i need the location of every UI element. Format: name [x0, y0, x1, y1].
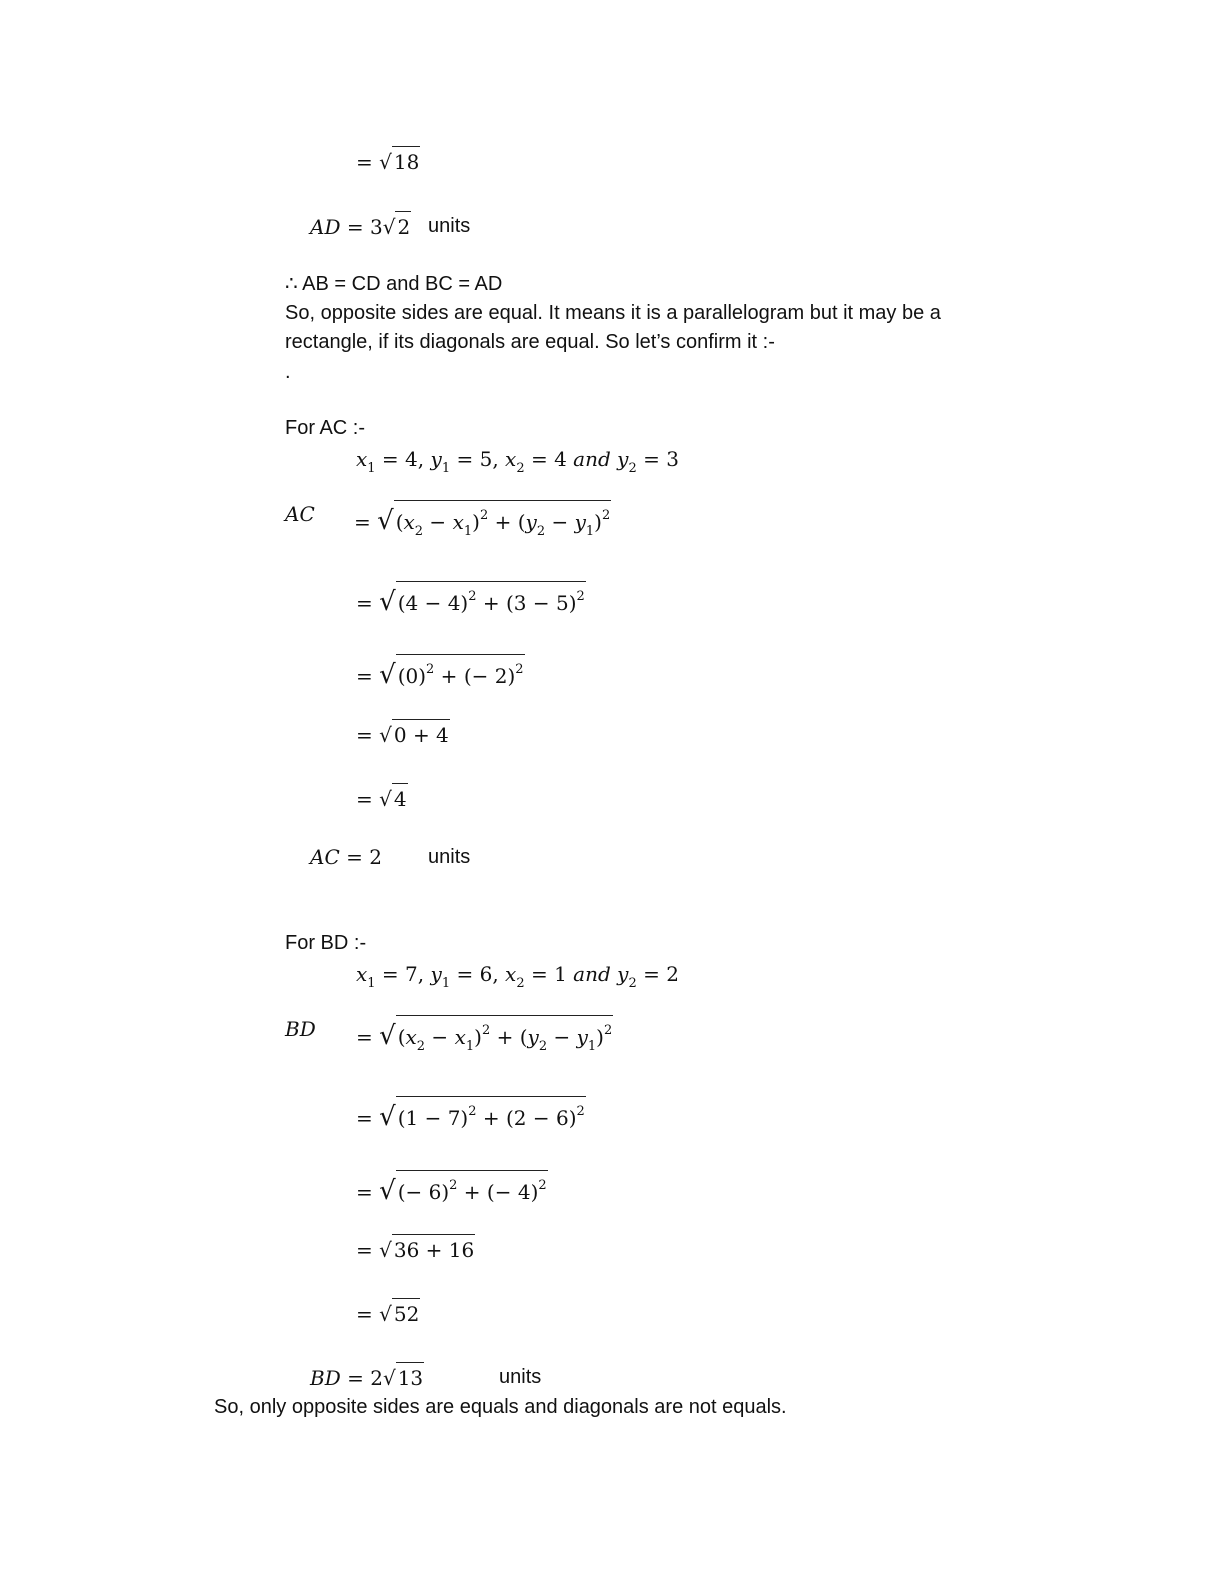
ac-step-3: = √ $(0)^2$ + (− 2)$^2$	[356, 654, 525, 691]
ac-step-5: = √ 4	[356, 783, 408, 814]
bd-formula: = √ $(x_2 - x_1)^2 + (y_2 - y_1)^2$	[356, 1015, 613, 1062]
therefore-line: ∴ AB = CD and BC = AD	[285, 273, 503, 295]
ac-label: AC	[285, 502, 315, 526]
ac-formula: = √ $(x_2 - x_1)^2 + (y_2 - y_1)^2$	[354, 500, 611, 547]
dot: .	[285, 361, 291, 383]
paragraph-line-1: So, opposite sides are equal. It means it is a parallelogram but it may be a	[285, 302, 941, 324]
ad-result: AD = 3√ 2	[310, 211, 411, 242]
bd-step-5: = √ 52	[356, 1298, 420, 1329]
bd-units: units	[499, 1366, 542, 1388]
ac-values: $x_1 = 4$, $y_1 = 5$, $x_2 = 4$ and $y_2 = 3$	[356, 447, 679, 476]
bd-step-4: = √ 36 + 16	[356, 1234, 475, 1265]
paragraph-line-2: rectangle, if its diagonals are equal. So let’s confirm it :-	[285, 331, 775, 353]
bd-values: $x_1 = 7$, $y_1 = 6$, $x_2 = 1$ and $y_2 = 2$	[356, 962, 679, 991]
bd-step-3: = √ (− 6)$^2$ + (− 4)$^2$	[356, 1170, 548, 1207]
ac-units: units	[428, 846, 471, 868]
bd-result: BD = 2√ 13	[310, 1362, 424, 1393]
bd-label: BD	[285, 1017, 316, 1041]
ac-heading: For AC :-	[285, 417, 366, 439]
ac-step-2: = √ $(4 - 4)^2 + (3 - 5)^2$	[356, 581, 586, 618]
bd-heading: For BD :-	[285, 932, 367, 954]
ac-step-4: = √ 0 + 4	[356, 719, 450, 750]
eq-root-18: = √ 18	[356, 146, 420, 177]
final-conclusion: So, only opposite sides are equals and diagonals are not equals.	[214, 1396, 787, 1418]
ad-units: units	[428, 215, 471, 237]
bd-step-2: = √ $(1 - 7)^2 + (2 - 6)^2$	[356, 1096, 586, 1133]
ac-result: AC = 2	[310, 845, 382, 869]
